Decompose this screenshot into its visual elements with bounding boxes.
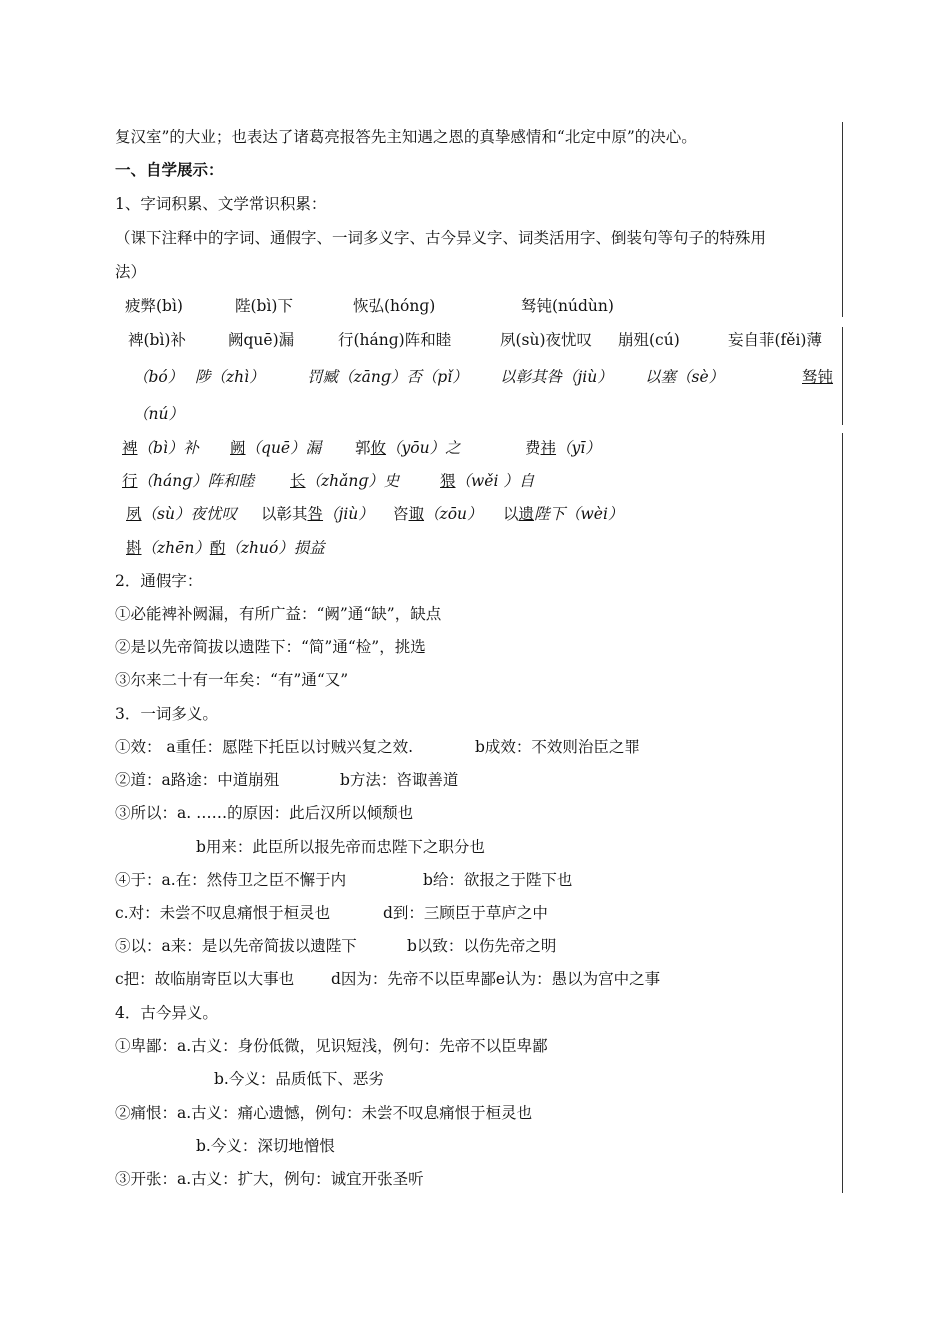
section-heading: 一、自学展示： xyxy=(115,160,224,179)
vocab-item: 阙（quē）漏 xyxy=(230,439,322,457)
vocab-row-4: （nú） xyxy=(133,405,184,423)
vocab-row-8 xyxy=(126,538,325,558)
vocab-item: 陛(bì)下 xyxy=(235,297,293,315)
vocab-item: 夙（sù）夜忧叹 xyxy=(126,505,237,523)
vocab-item: 以遗陛下（wèi） xyxy=(503,505,624,523)
vocab-item: 恢弘(hónɡ) xyxy=(353,297,436,315)
vocab-item: 酌（zhuó）损益 xyxy=(209,539,325,557)
q3-line: c.对：未尝不叹息痛恨于桓灵也 d到：三顾臣于草庐之中 xyxy=(115,904,548,922)
vocab-item: 郭攸（yōu）之 xyxy=(355,439,461,457)
q1-note-1: （课下注释中的字词、通假字、一词多义字、古今异义字、词类活用字、倒装句等句子的特殊用 xyxy=(115,229,767,247)
vocab-item: 长（zhǎnɡ）史 xyxy=(290,472,400,490)
q4-line: ③开张：a.古义：扩大，例句：诚宜开张圣听 xyxy=(115,1170,424,1188)
vocab-item: 猥（wěi ）自 xyxy=(440,472,535,490)
vocab-item: 费祎（yī） xyxy=(525,439,601,457)
vocab-item: 以彰其咎（jiù） xyxy=(500,368,613,386)
vocab-item: 阙quē)漏 xyxy=(228,331,295,349)
q4-line: ①卑鄙：a.古义：身份低微，见识短浅，例句：先帝不以臣卑鄙 xyxy=(115,1037,548,1055)
vocab-item: 斟（zhēn） xyxy=(126,539,210,557)
q3-title: 3．一词多义。 xyxy=(115,705,218,723)
q4-line: b.今义：深切地憎恨 xyxy=(196,1137,335,1155)
vocab-row-6 xyxy=(122,471,534,491)
vocab-row-3 xyxy=(133,367,833,387)
q3-line: c把：故临崩寄臣以大事也 d因为：先帝不以臣卑鄙e认为：愚以为宫中之事 xyxy=(115,970,661,988)
q3-line: ④于：a.在：然侍卫之臣不懈于内 b给：欲报之于陛下也 xyxy=(115,871,573,889)
vocab-item: 咨诹（zōu） xyxy=(393,505,483,523)
q2-item: ③尔来二十有一年矣：“有”通“又” xyxy=(115,671,349,689)
vocab-item: 夙(sù)夜忧叹 xyxy=(500,331,593,349)
q4-title: 4．古今异义。 xyxy=(115,1004,218,1022)
vocab-item: 行(hánɡ)阵和睦 xyxy=(338,331,452,349)
vocab-item: 裨（bì）补 xyxy=(122,439,199,457)
vocab-row-5 xyxy=(122,438,601,458)
q3-line: ③所以：a. ……的原因：此后汉所以倾颓也 xyxy=(115,804,414,822)
q4-line: b.今义：品质低下、恶劣 xyxy=(214,1070,384,1088)
vocab-row-2 xyxy=(128,330,822,350)
q3-line: ①效： a重任：愿陛下托臣以讨贼兴复之效. b成效：不效则治臣之罪 xyxy=(115,738,640,756)
vocab-item: （bó） xyxy=(133,368,184,386)
margin-rule-top xyxy=(842,122,843,317)
vocab-item: 行（hánɡ）阵和睦 xyxy=(122,472,255,490)
vocab-item: 以塞（sè） xyxy=(645,368,725,386)
vocab-row-7 xyxy=(126,504,623,524)
margin-rule-middle xyxy=(842,327,843,425)
vocab-item: 驽钝 xyxy=(802,368,834,386)
vocab-item: 陟（zhì） xyxy=(195,368,265,386)
q3-line: ②道：a路途：中道崩殂 b方法：咨诹善道 xyxy=(115,771,459,789)
vocab-row-1 xyxy=(125,296,614,316)
q1-title: 1、字词积累、文学常识积累： xyxy=(115,195,327,213)
intro-tail: 复汉室”的大业；也表达了诸葛亮报答先主知遇之恩的真挚感情和“北定中原”的决心。 xyxy=(115,128,697,146)
vocab-item: 疲弊(bì) xyxy=(125,297,183,315)
vocab-item: 妄自菲(fěi)薄 xyxy=(728,331,822,349)
q3-line: b用来：此臣所以报先帝而忠陛下之职分也 xyxy=(196,838,485,856)
q2-title: 2．通假字： xyxy=(115,572,203,590)
q3-line: ⑤以：a来：是以先帝简拔以遗陛下 b以致：以伤先帝之明 xyxy=(115,937,557,955)
vocab-item: 驽钝(núdùn) xyxy=(521,297,614,315)
q2-item: ①必能裨补阙漏，有所广益：“阙”通“缺”，缺点 xyxy=(115,605,442,623)
margin-rule-bottom xyxy=(842,433,843,1193)
vocab-item: 以彰其咎（jiù） xyxy=(261,505,374,523)
q4-line: ②痛恨：a.古义：痛心遗憾，例句：未尝不叹息痛恨于桓灵也 xyxy=(115,1104,533,1122)
vocab-item: 裨(bì)补 xyxy=(128,331,186,349)
vocab-item: 崩殂(cú) xyxy=(618,331,680,349)
q2-item: ②是以先帝简拔以遗陛下：“简”通“检”，挑选 xyxy=(115,638,426,656)
vocab-item: 罚臧（zānɡ）否（pǐ） xyxy=(307,368,468,386)
q1-note-2: 法） xyxy=(115,263,147,281)
